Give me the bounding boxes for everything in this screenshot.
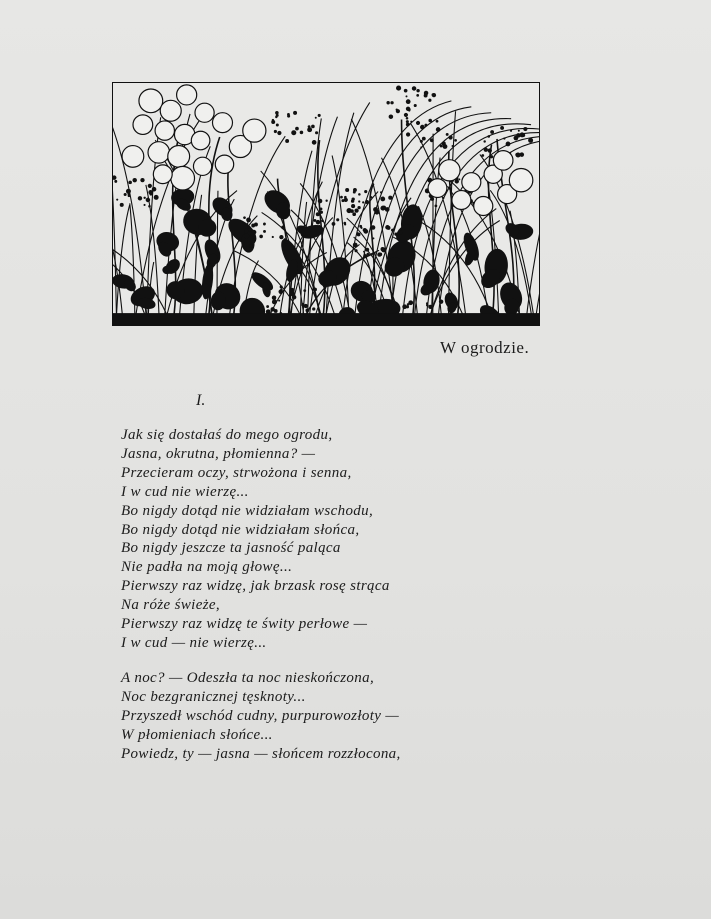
section-numeral: I. [196,392,206,409]
verse-line: Na róże świeże, [121,597,220,614]
verse-line: A noc? — Odeszła ta noc nieskończona, [121,670,375,686]
verse-line: Przyszedł wschód cudny, purpurowozłoty — [121,707,400,724]
poem-title-caption: W ogrodzie. [440,338,530,357]
verse-line: Pierwszy raz widzę, jak brzask rosę strąca [121,578,390,595]
verse-line: Bo nigdy jeszcze ta jasność paląca [121,540,341,557]
verse-line: W płomieniach słońce... [121,726,273,743]
verse-line: Bo nigdy dotąd nie widziałam wschodu, [121,502,374,519]
verse-line: I w cud — nie wierzę... [121,634,267,651]
verse-line: Przecieram oczy, strwożona i senna, [121,464,352,481]
flowers-silhouette-graphic [113,83,539,325]
verse-line: Bo nigdy dotąd nie widziałam słońca, [121,521,360,538]
verse-line: Powiedz, ty — jasna — słońcem rozzłocona, [121,745,401,762]
verse-line: I w cud nie wierzę... [121,483,249,500]
ground-band [113,313,539,325]
garden-illustration [112,82,540,326]
verse-line: Noc bezgranicznej tęsknoty... [121,688,306,705]
verse-line: Jasna, okrutna, płomienna? — [121,445,316,462]
verse-line: Nie padła na moją głowę... [121,559,293,576]
verse-line: Jak się dostałaś do mego ogrodu, [121,427,333,443]
verse-line: Pierwszy raz widzę te świty perłowe — [121,616,368,633]
stanza-2 [121,669,401,764]
stanza-1 [121,426,390,653]
